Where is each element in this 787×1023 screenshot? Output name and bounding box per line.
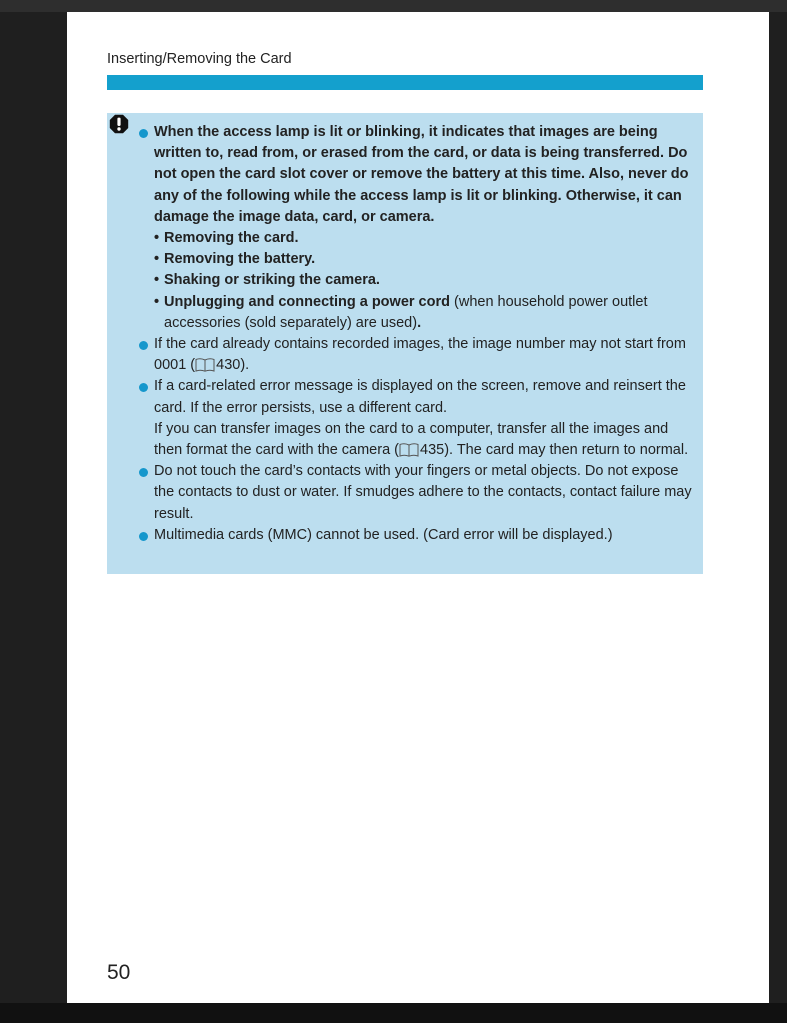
sub-item: • Removing the card. [154,230,299,247]
caution-item [154,461,699,525]
viewer-bottom-strip [0,1003,787,1023]
sub-item: • Removing the battery. [154,251,316,268]
item-text: Do not touch the card’s contacts with your fingers or metal objects. Do not expose the contacts to dust or water. If smudges adhere to the contacts, contact failure may result. [154,463,692,522]
section-title-bar [107,75,703,90]
caution-item: If the card already contains recorded images, the image number may not start from 0001 ( 430). [154,334,699,376]
bullet-dot [139,383,148,392]
bullet-dot [139,468,148,477]
caution-item [154,122,699,334]
caution-icon [109,114,129,134]
bullet-dot [139,129,148,138]
sub-item: • Unplugging and connecting a power cord (when household power outlet accessories (sold separately) are used). [154,293,648,331]
section-title: Inserting/Removing the Card [107,51,292,67]
book-icon [399,443,419,457]
item-text: Multimedia cards (MMC) cannot be used. (Card error will be displayed.) [154,526,613,543]
item-text: If a card-related error message is displayed on the screen, remove and reinsert the card. If the error persists, use a different card. [154,378,686,416]
item-text-continued: If you can transfer images on the card to a computer, transfer all the images and then format the card with the camera ( 435). The card may then return to normal. [154,420,689,459]
page-number: 50 [107,961,131,984]
caution-item [154,525,699,546]
caution-box [107,113,703,574]
caution-list [154,122,699,546]
viewer-top-strip [0,0,787,12]
sub-item: • Shaking or striking the camera. [154,272,380,289]
bullet-dot [139,341,148,350]
bullet-dot [139,532,148,541]
caution-item [154,376,699,461]
item-text: When the access lamp is lit or blinking, it indicates that images are being written to, read from, or erased from the card, or data is being transferred. Do not open the card slot cover or remove the battery at this time. Also, never do any of the following while the access lamp is lit or blinking. Otherwise, it can damage the image data, card, or camera. [154,124,689,225]
book-icon [195,358,215,372]
document-page [67,12,769,1003]
